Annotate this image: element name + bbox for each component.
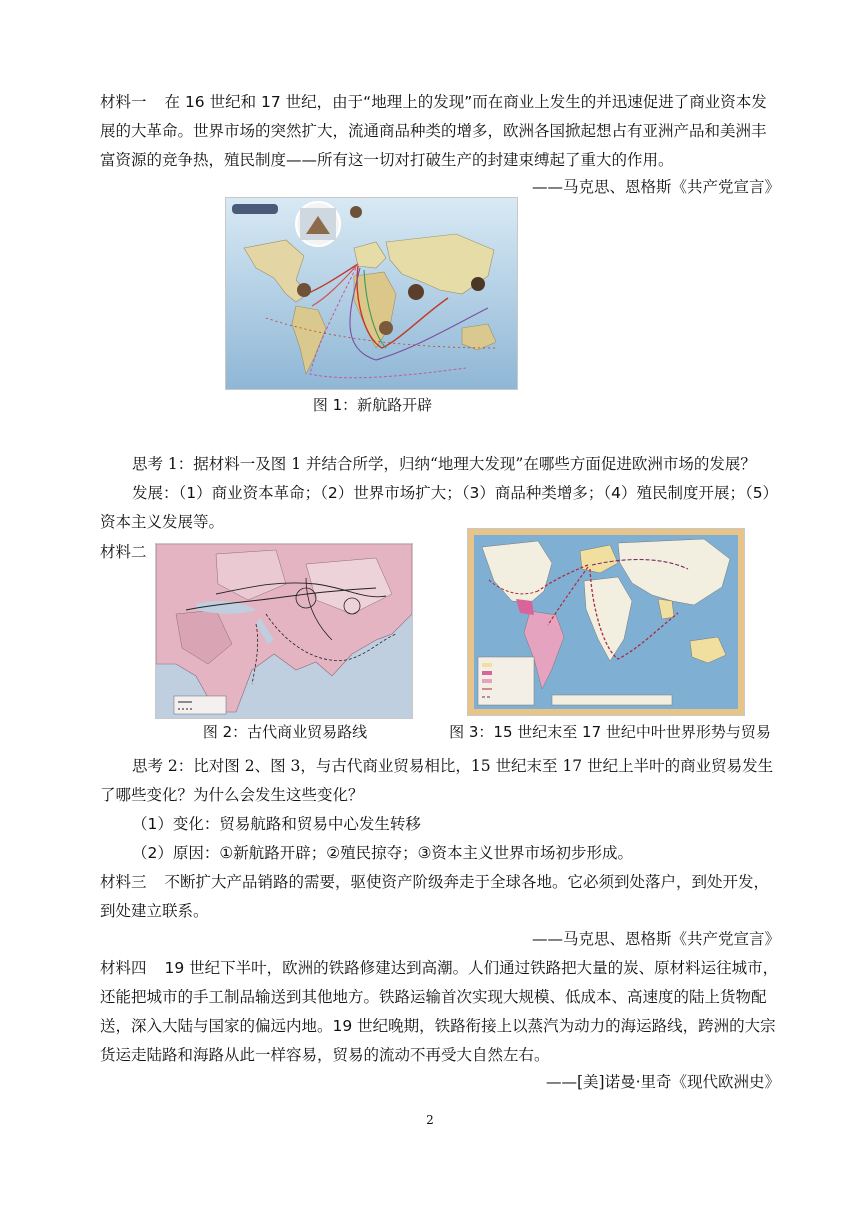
figure-1-caption: 图 1：新航路开辟 [312, 396, 433, 414]
material-1-text: 在 16 世纪和 17 世纪，由于“地理上的发现”而在商业上发生的并迅速促进了商业资本发展的大革命。世界市场的突然扩大，流通商品种类的增多，欧洲各国掀起想占有亚洲产品和美洲丰富资源的竞争热，殖民制度——所有这一切对打破生产的封建束缚起了重大的作用。 [100, 93, 767, 169]
figure-2-caption: 图 2：古代商业贸易路线 [202, 723, 368, 741]
material-3-source: ——马克思、恩格斯《共产党宣言》 [531, 930, 780, 948]
material-4-label: 材料四 [100, 959, 147, 977]
material-4-source: ——[美]诺曼·里奇《现代欧洲史》 [545, 1073, 780, 1091]
material-4-paragraph [100, 954, 780, 1070]
material-4-text: 19 世纪下半叶，欧洲的铁路修建达到高潮。人们通过铁路把大量的炭、原材料运往城市，还能把城市的手工制品输送到其他地方。铁路运输首次实现大规模、低成本、高速度的陆上货物配送，深入大陆与国家的偏远内地。19 世纪晚期，铁路衔接上以蒸汽为动力的海运路线，跨洲的大宗货运走陆路和海路从此一样容易，贸易的流动不再受大自然左右。 [100, 959, 779, 1064]
figure-3-world-trade-map [467, 528, 745, 716]
answer-2-change: （1）变化：贸易航路和贸易中心发生转移 [132, 815, 421, 833]
material-3-label: 材料三 [100, 873, 147, 891]
answer-2-reason: （2）原因：①新航路开辟；②殖民掠夺；③资本主义世界市场初步形成。 [132, 844, 634, 862]
figure-3-caption: 图 3：15 世纪末至 17 世纪中叶世界形势与贸易 [449, 723, 771, 741]
page-number: 2 [426, 1113, 434, 1127]
material-2-label: 材料二 [100, 543, 147, 561]
material-1-label: 材料一 [100, 93, 147, 111]
material-1-source: ——马克思、恩格斯《共产党宣言》 [531, 178, 780, 196]
material-1-paragraph [100, 88, 780, 175]
question-2: 思考 2：比对图 2、图 3，与古代商业贸易相比，15 世纪末至 17 世纪上半叶的商业贸易发生了哪些变化？为什么会发生这些变化？ [100, 757, 774, 804]
question-1: 思考 1：据材料一及图 1 并结合所学，归纳“地理大发现”在哪些方面促进欧洲市场的发展？ [132, 455, 756, 473]
answer-1: 发展：（1）商业资本革命；（2）世界市场扩大；（3）商品种类增多；（4）殖民制度开展；（5）资本主义发展等。 [100, 484, 779, 531]
material-3-paragraph [100, 868, 780, 926]
figure-2-ancient-trade-routes-map [155, 543, 413, 719]
figure-1-new-sea-routes-map [225, 197, 518, 390]
material-3-text: 不断扩大产品销路的需要，驱使资产阶级奔走于全球各地。它必须到处落户，到处开发，到处建立联系。 [100, 873, 770, 920]
